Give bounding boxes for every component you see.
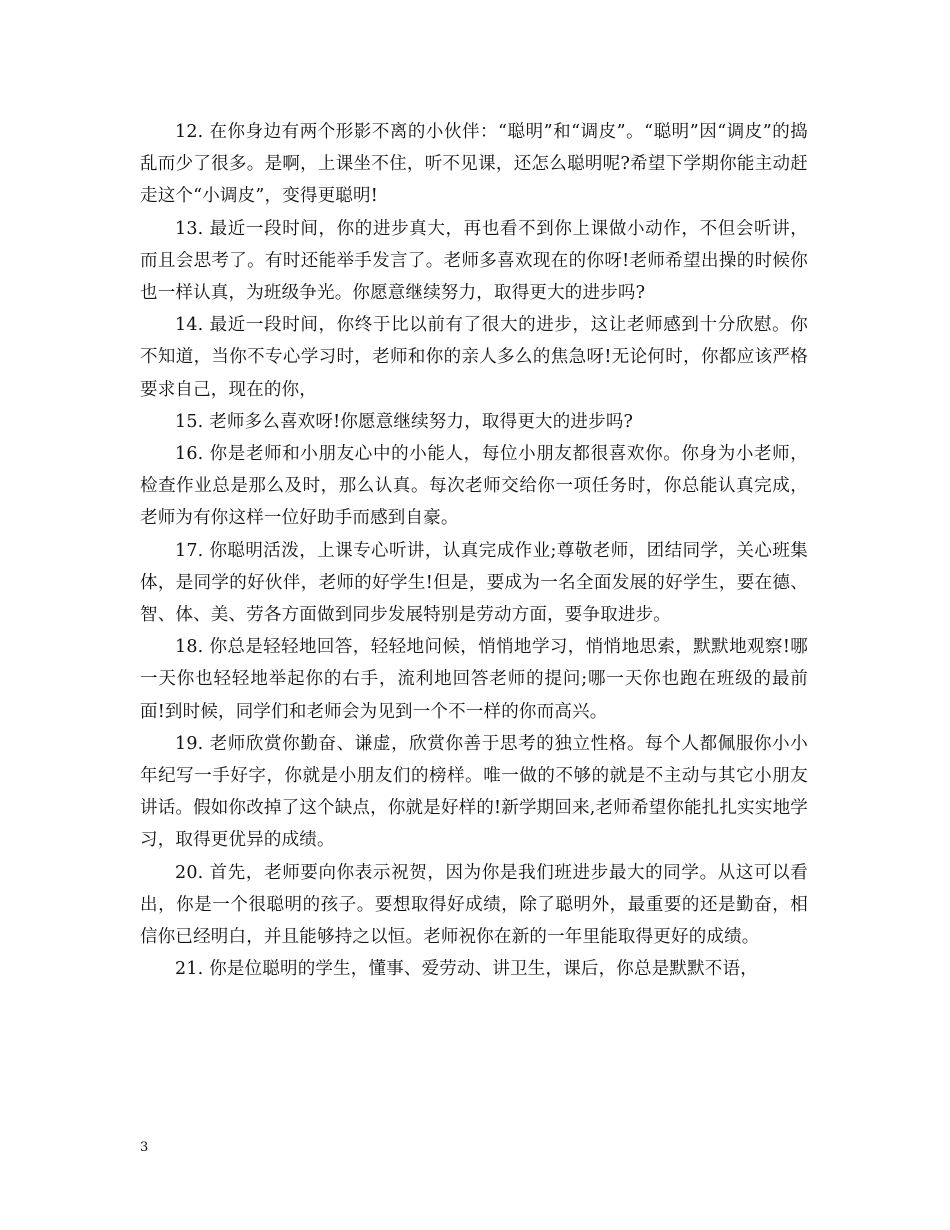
paragraph-13: 13. 最近一段时间，你的进步真大，再也看不到你上课做小动作，不但会听讲，而且会思考了。有时还能举手发言了。老师多喜欢现在的你呀!老师希望出操的时候你也一样认真，为班级争光。你愿意继续努力，取得更大的进步吗? xyxy=(140,218,808,304)
paragraph-15: 15. 老师多么喜欢呀!你愿意继续努力，取得更大的进步吗? xyxy=(175,411,634,432)
paragraph-21: 21. 你是位聪明的学生，懂事、爱劳动、讲卫生，课后，你总是默默不语， xyxy=(175,959,758,980)
paragraph-16: 16. 你是老师和小朋友心中的小能人，每位小朋友都很喜欢你。你身为小老师，检查作业总是那么及时，那么认真。每次老师交给你一项任务时，你总能认真完成，老师为有你这样一位好助手而感到自豪。 xyxy=(140,444,808,529)
document-body xyxy=(140,116,808,985)
paragraph-20: 20. 首先，老师要向你表示祝贺，因为你是我们班进步最大的同学。从这可以看出，你是一个很聪明的孩子。要想取得好成绩，除了聪明外，最重要的还是勤奋，相信你已经明白，并且能够持之以恒。老师祝你在新的一年里能取得更好的成绩。 xyxy=(140,862,808,948)
paragraph-14: 14. 最近一段时间，你终于比以前有了很大的进步，这让老师感到十分欣慰。你不知道，当你不专心学习时，老师和你的亲人多么的焦急呀!无论何时，你都应该严格要求自己，现在的你， xyxy=(140,315,808,400)
paragraph-17: 17. 你聪明活泼，上课专心听讲，认真完成作业;尊敬老师，团结同学，关心班集体，是同学的好伙伴，老师的好学生!但是，要成为一名全面发展的好学生，要在德、智、体、美、劳各方面做到同步发展特别是劳动方面，要争取进步。 xyxy=(140,540,808,626)
paragraph-12: 12. 在你身边有两个形影不离的小伙伴：“聪明”和“调皮”。“聪明”因“调皮”的捣乱而少了很多。是啊，上课坐不住，听不见课，还怎么聪明呢?希望下学期你能主动赶走这个“小调皮”，变得更聪明! xyxy=(140,122,808,207)
page-number: 3 xyxy=(140,1140,149,1155)
paragraph-18: 18. 你总是轻轻地回答，轻轻地问候，悄悄地学习，悄悄地思索，默默地观察!哪一天你也轻轻地举起你的右手，流利地回答老师的提问;哪一天你也跑在班级的最前面!到时候，同学们和老师会为见到一个不一样的你而高兴。 xyxy=(140,637,808,722)
paragraph-19: 19. 老师欣赏你勤奋、谦虚，欣赏你善于思考的独立性格。每个人都佩服你小小年纪写一手好字，你就是小朋友们的榜样。唯一做的不够的就是不主动与其它小朋友讲话。假如你改掉了这个缺点，你就是好样的!新学期回来,老师希望你能扎扎实实地学习，取得更优异的成绩。 xyxy=(140,733,808,851)
